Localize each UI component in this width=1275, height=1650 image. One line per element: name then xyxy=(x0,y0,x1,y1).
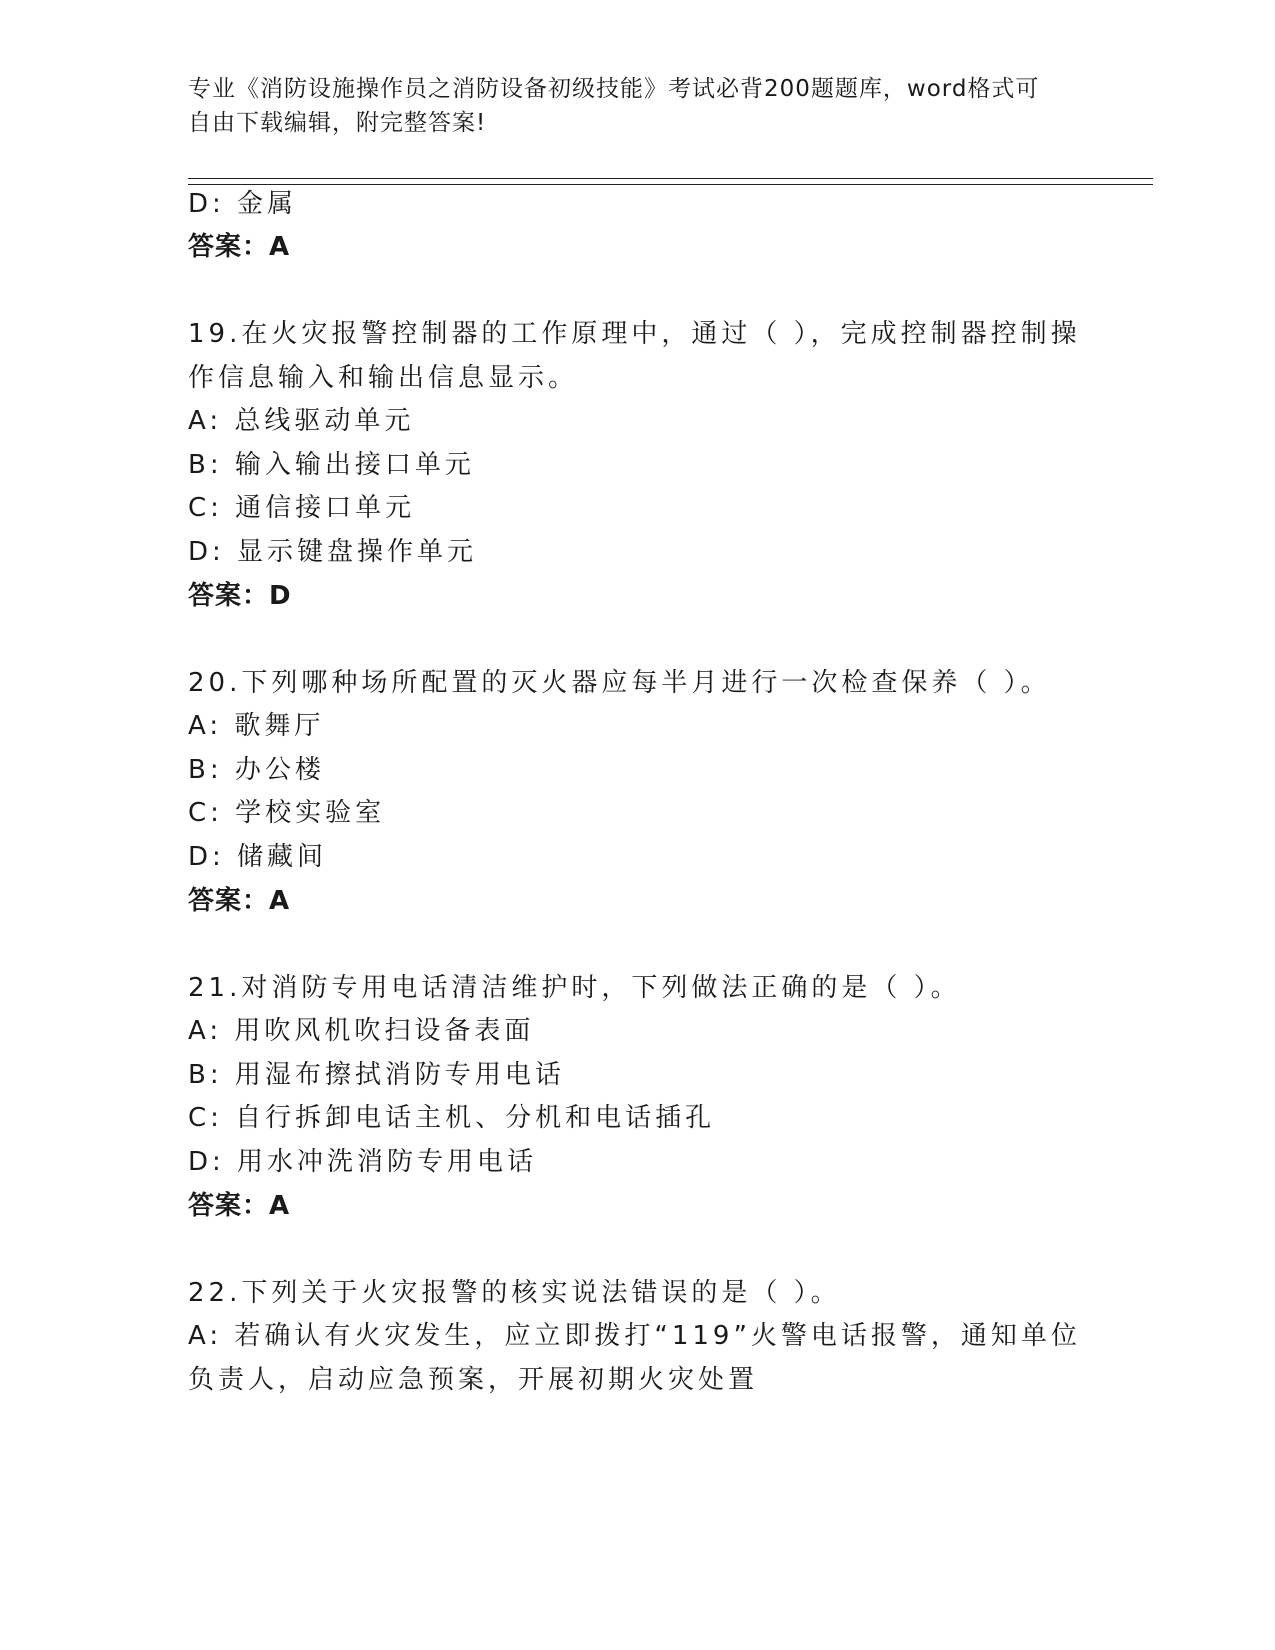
q21-option-d: D: 用水冲洗消防专用电话 xyxy=(188,1147,538,1177)
document-header xyxy=(188,72,1068,140)
q21-option-a: A: 用吹风机吹扫设备表面 xyxy=(188,1016,535,1046)
q19-stem-line-1: 19.在火灾报警控制器的工作原理中，通过（ ），完成控制器控制操 xyxy=(188,319,1081,349)
q18-option-d: D: 金属 xyxy=(188,189,298,219)
q20-answer: 答案：A xyxy=(188,886,291,916)
q20-option-c: C: 学校实验室 xyxy=(188,798,386,828)
q22-stem-line-1: 22.下列关于火灾报警的核实说法错误的是（ ）。 xyxy=(188,1278,841,1308)
q22-option-a-line-2: 负责人，启动应急预案，开展初期火灾处置 xyxy=(188,1365,759,1395)
q21-option-b: B: 用湿布擦拭消防专用电话 xyxy=(188,1060,565,1090)
header-line-2: 自由下载编辑，附完整答案! xyxy=(188,110,487,136)
q20-option-a: A: 歌舞厅 xyxy=(188,711,325,741)
q20-option-b: B: 办公楼 xyxy=(188,755,325,785)
header-divider-top xyxy=(188,178,1153,179)
q21-stem-line-1: 21.对消防专用电话清洁维护时，下列做法正确的是（ ）。 xyxy=(188,973,961,1003)
header-line-1: 专业《消防设施操作员之消防设备初级技能》考试必背200题题库，word格式可 xyxy=(188,76,1040,102)
q19-option-b: B: 输入输出接口单元 xyxy=(188,450,475,480)
q20-option-d: D: 储藏间 xyxy=(188,842,328,872)
q22-option-a-line-1: A: 若确认有火灾发生，应立即拨打“119”火警电话报警，通知单位 xyxy=(188,1321,1081,1351)
q19-answer: 答案：D xyxy=(188,581,292,611)
q19-option-c: C: 通信接口单元 xyxy=(188,493,416,523)
q19-option-a: A: 总线驱动单元 xyxy=(188,406,415,436)
q19-option-d: D: 显示键盘操作单元 xyxy=(188,537,478,567)
q19-stem-line-2: 作信息输入和输出信息显示。 xyxy=(188,363,579,393)
q20-stem-line-1: 20.下列哪种场所配置的灭火器应每半月进行一次检查保养（ ）。 xyxy=(188,668,1051,698)
q21-answer: 答案：A xyxy=(188,1191,291,1221)
q18-answer: 答案：A xyxy=(188,232,291,262)
header-divider-bottom xyxy=(188,184,1153,185)
q21-option-c: C: 自行拆卸电话主机、分机和电话插孔 xyxy=(188,1103,716,1133)
